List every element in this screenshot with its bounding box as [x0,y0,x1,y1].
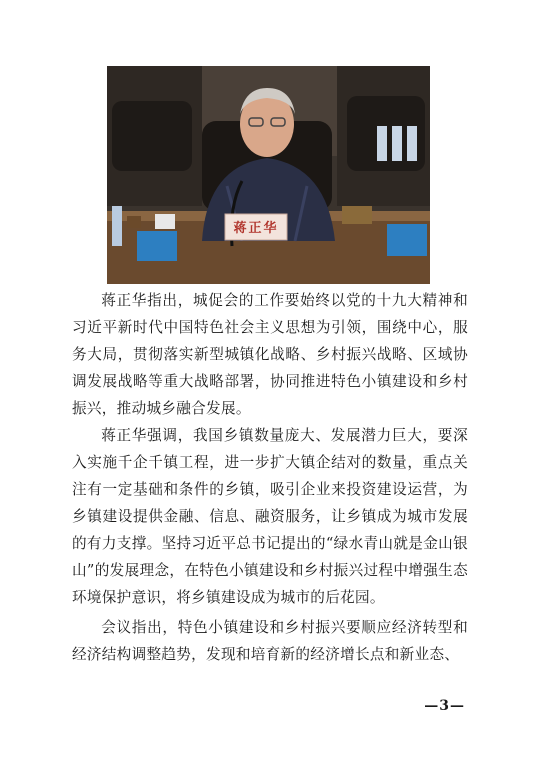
page-number: —3— [424,698,465,714]
nameplate-text: 蒋正华 [233,221,279,236]
body-paragraph: 会议指出，特色小镇建设和乡村振兴要顺应经济转型和经济结构调整趋势，发现和培育新的经济增长点和新业态、 [72,619,468,663]
body-paragraph: 蒋正华指出，城促会的工作要始终以党的十九大精神和习近平新时代中国特色社会主义思想为引领，围绕中心，服务大局，贯彻落实新型城镇化战略、乡村振兴战略、区域协调发展战略等重大战略部署，协同推进特色小镇建设和乡村振兴，推动城乡融合发展。 [72,292,468,417]
meeting-photo-illustration [107,66,430,284]
meeting-photo [107,66,430,284]
body-paragraph: 蒋正华强调，我国乡镇数量庞大、发展潜力巨大，要深入实施千企千镇工程，进一步扩大镇企结对的数量，重点关注有一定基础和条件的乡镇，吸引企业来投资建设运营，为乡镇建设提供金融、信息、融资服务，让乡镇成为城市发展的有力支撑。坚持习近平总书记提出的“绿水青山就是金山银山”的发展理念，在特色小镇建设和乡村振兴过程中增强生态环境保护意识，将乡镇建设成为城市的后花园。 [72,427,468,606]
